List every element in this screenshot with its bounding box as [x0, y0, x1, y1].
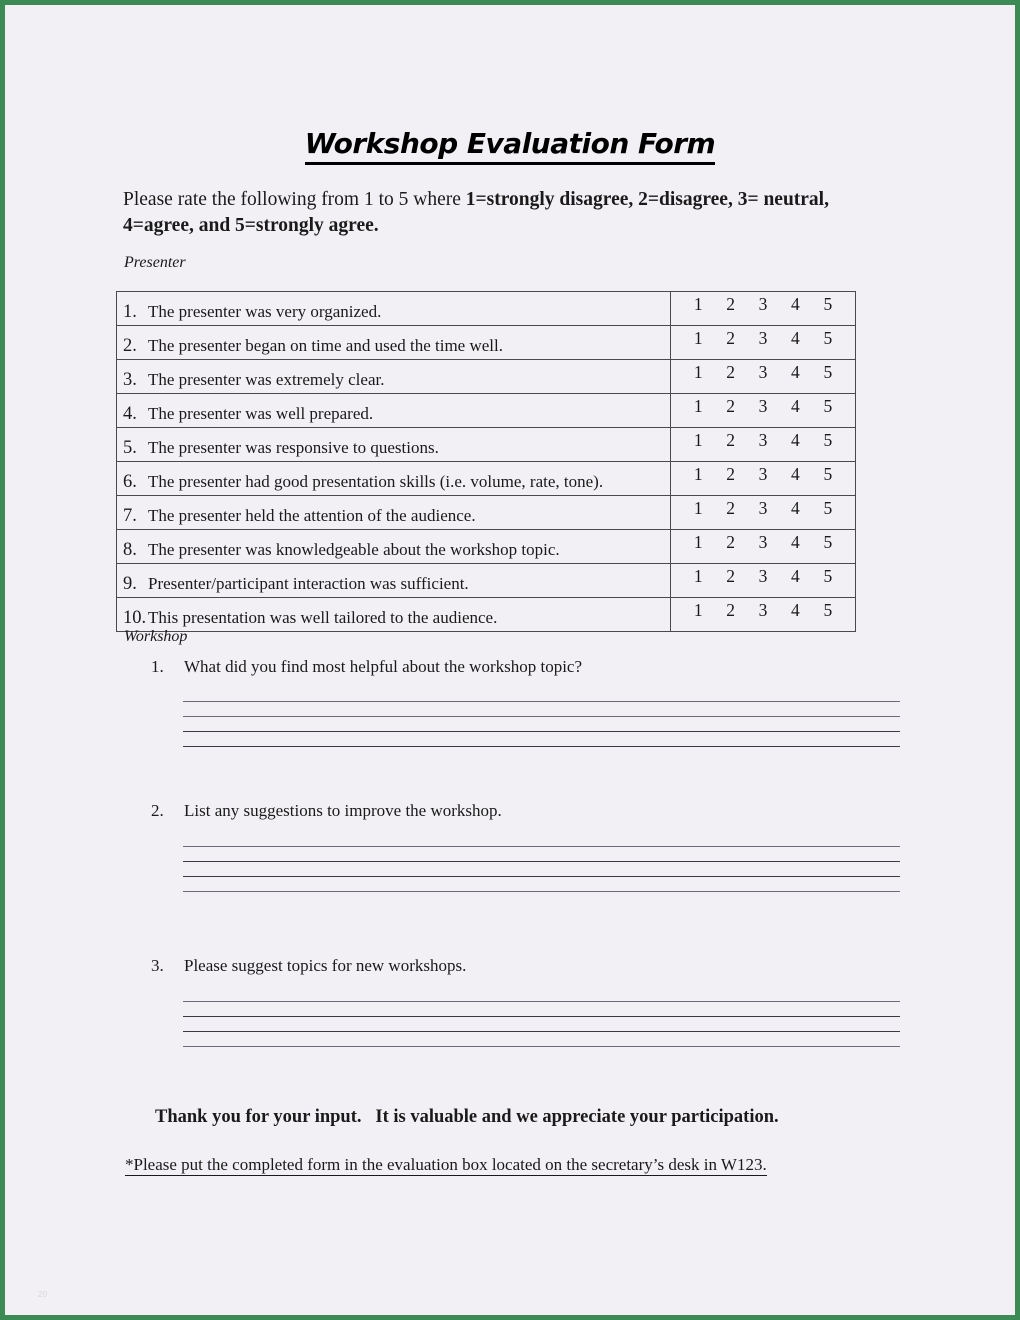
- rating-option-1[interactable]: 1: [693, 498, 703, 518]
- statement-text: The presenter held the attention of the audience.: [148, 506, 476, 525]
- rating-option-3[interactable]: 3: [758, 396, 768, 416]
- statement-text: The presenter was extremely clear.: [148, 370, 385, 389]
- answer-line[interactable]: [183, 862, 900, 877]
- statement-cell: [117, 326, 671, 360]
- section-heading-workshop: Workshop: [124, 628, 188, 645]
- rating-option-4[interactable]: 4: [791, 294, 800, 314]
- table-row: [117, 326, 856, 360]
- rating-option-5[interactable]: 5: [823, 532, 833, 552]
- statement-text: The presenter had good presentation skills (i.e. volume, rate, tone).: [148, 472, 604, 491]
- statement-number: 2.: [123, 336, 137, 356]
- statement-text: The presenter was responsive to questions.: [148, 438, 439, 457]
- rating-option-5[interactable]: 5: [823, 294, 833, 314]
- rating-option-4[interactable]: 4: [791, 328, 800, 348]
- rating-option-4[interactable]: 4: [791, 430, 800, 450]
- page-title-text: Workshop Evaluation Form: [305, 127, 715, 165]
- statement-cell: [117, 530, 671, 564]
- statement-cell: [117, 292, 671, 326]
- answer-line[interactable]: [183, 702, 900, 717]
- statement-cell: [117, 394, 671, 428]
- rating-option-2[interactable]: 2: [726, 294, 735, 314]
- rating-option-3[interactable]: 3: [758, 430, 768, 450]
- answer-line[interactable]: [183, 732, 900, 747]
- rating-scale-cell[interactable]: [671, 496, 856, 530]
- presenter-rating-table: [116, 291, 856, 632]
- rating-option-1[interactable]: 1: [693, 396, 703, 416]
- thank-you-message: Thank you for your input. It is valuable and we appreciate your participation.: [155, 1107, 779, 1127]
- rating-option-3[interactable]: 3: [758, 566, 768, 586]
- open-question-text: What did you find most helpful about the workshop topic?: [184, 657, 583, 676]
- statement-text: The presenter began on time and used the time well.: [148, 336, 503, 355]
- rating-option-3[interactable]: 3: [758, 328, 768, 348]
- answer-line[interactable]: [183, 687, 900, 702]
- statement-number: 4.: [123, 404, 137, 424]
- submission-note-text: *Please put the completed form in the evaluation box located on the secretary’s desk in W123.: [125, 1155, 767, 1174]
- rating-option-1[interactable]: 1: [693, 566, 703, 586]
- statement-text: The presenter was very organized.: [148, 302, 382, 321]
- submission-note: [125, 1155, 767, 1175]
- rating-option-3[interactable]: 3: [758, 464, 768, 484]
- rating-scale-cell[interactable]: [671, 428, 856, 462]
- rating-option-4[interactable]: 4: [791, 464, 800, 484]
- rating-option-1[interactable]: 1: [693, 362, 703, 382]
- rating-option-5[interactable]: 5: [823, 498, 833, 518]
- rating-instructions: [123, 187, 863, 239]
- rating-scale-cell[interactable]: [671, 462, 856, 496]
- instructions-normal-text: Please rate the following from 1 to 5 where: [123, 189, 466, 210]
- statement-number: 9.: [123, 574, 137, 594]
- table-row: [117, 462, 856, 496]
- statement-cell: [117, 598, 671, 632]
- rating-option-2[interactable]: 2: [726, 362, 735, 382]
- statement-number: 7.: [123, 506, 137, 526]
- answer-line[interactable]: [183, 1032, 900, 1047]
- rating-option-5[interactable]: 5: [823, 362, 833, 382]
- rating-option-5[interactable]: 5: [823, 464, 833, 484]
- rating-option-1[interactable]: 1: [693, 600, 703, 620]
- rating-option-3[interactable]: 3: [758, 498, 768, 518]
- rating-scale-cell[interactable]: [671, 530, 856, 564]
- page-corner-mark: 20: [38, 1290, 47, 1299]
- rating-option-4[interactable]: 4: [791, 566, 800, 586]
- statement-text: The presenter was knowledgeable about the workshop topic.: [148, 540, 560, 559]
- rating-option-1[interactable]: 1: [693, 294, 703, 314]
- table-row: [117, 564, 856, 598]
- rating-option-1[interactable]: 1: [693, 328, 703, 348]
- rating-option-2[interactable]: 2: [726, 328, 735, 348]
- statement-number: 3.: [123, 370, 137, 390]
- statement-cell: [117, 428, 671, 462]
- rating-scale-cell[interactable]: [671, 326, 856, 360]
- answer-line[interactable]: [183, 987, 900, 1002]
- statement-text: This presentation was well tailored to the audience.: [148, 608, 498, 627]
- answer-line[interactable]: [183, 847, 900, 862]
- rating-option-3[interactable]: 3: [758, 600, 768, 620]
- rating-option-4[interactable]: 4: [791, 532, 800, 552]
- rating-option-2[interactable]: 2: [726, 600, 735, 620]
- rating-scale-cell[interactable]: [671, 394, 856, 428]
- rating-option-2[interactable]: 2: [726, 464, 735, 484]
- table-row: [117, 394, 856, 428]
- answer-line[interactable]: [183, 717, 900, 732]
- statement-number: 1.: [123, 302, 137, 322]
- rating-scale-cell[interactable]: [671, 292, 856, 326]
- rating-option-5[interactable]: 5: [823, 396, 833, 416]
- statement-cell: [117, 462, 671, 496]
- rating-option-5[interactable]: 5: [823, 430, 833, 450]
- rating-option-3[interactable]: 3: [758, 294, 768, 314]
- presenter-rating-table-body: [117, 292, 856, 632]
- rating-scale-cell[interactable]: [671, 564, 856, 598]
- table-row: [117, 496, 856, 530]
- table-row: [117, 530, 856, 564]
- rating-option-5[interactable]: 5: [823, 566, 833, 586]
- rating-option-4[interactable]: 4: [791, 362, 800, 382]
- statement-number: 6.: [123, 472, 137, 492]
- open-question-number: 1.: [151, 657, 164, 676]
- rating-option-5[interactable]: 5: [823, 600, 833, 620]
- open-question-1: [151, 657, 582, 677]
- statement-text: The presenter was well prepared.: [148, 404, 374, 423]
- answer-line[interactable]: [183, 832, 900, 847]
- answer-lines-2[interactable]: [183, 832, 900, 892]
- open-question-number: 2.: [151, 801, 164, 820]
- statement-number: 10.: [123, 608, 147, 628]
- rating-option-4[interactable]: 4: [791, 600, 800, 620]
- answer-line[interactable]: [183, 1002, 900, 1017]
- answer-line[interactable]: [183, 877, 900, 892]
- statement-text: Presenter/participant interaction was sufficient.: [148, 574, 469, 593]
- rating-option-2[interactable]: 2: [726, 396, 735, 416]
- statement-cell: [117, 496, 671, 530]
- rating-option-3[interactable]: 3: [758, 362, 768, 382]
- open-question-text: Please suggest topics for new workshops.: [184, 956, 467, 975]
- statement-number: 5.: [123, 438, 137, 458]
- rating-option-2[interactable]: 2: [726, 566, 735, 586]
- rating-option-4[interactable]: 4: [791, 396, 800, 416]
- open-question-3: [151, 956, 466, 976]
- answer-lines-3[interactable]: [183, 987, 900, 1047]
- rating-option-1[interactable]: 1: [693, 532, 703, 552]
- rating-option-5[interactable]: 5: [823, 328, 833, 348]
- rating-option-1[interactable]: 1: [693, 464, 703, 484]
- table-row: [117, 360, 856, 394]
- rating-option-2[interactable]: 2: [726, 532, 735, 552]
- statement-number: 8.: [123, 540, 137, 560]
- rating-option-2[interactable]: 2: [726, 430, 735, 450]
- open-question-number: 3.: [151, 956, 164, 975]
- section-heading-presenter: Presenter: [124, 254, 186, 271]
- instructions-bold-text: 1=strongly disagree, 2=disagree, 3= neutral, 4=agree, and 5=strongly agree.: [123, 189, 829, 236]
- statement-cell: [117, 564, 671, 598]
- open-question-2: [151, 801, 502, 821]
- answer-lines-1[interactable]: [183, 687, 900, 747]
- rating-option-3[interactable]: 3: [758, 532, 768, 552]
- table-row: [117, 292, 856, 326]
- open-question-text: List any suggestions to improve the workshop.: [184, 801, 502, 820]
- statement-cell: [117, 360, 671, 394]
- page-title: [5, 127, 1015, 165]
- table-row: [117, 428, 856, 462]
- answer-line[interactable]: [183, 1017, 900, 1032]
- rating-option-1[interactable]: 1: [693, 430, 703, 450]
- rating-scale-cell[interactable]: [671, 360, 856, 394]
- evaluation-form-page: [5, 5, 1015, 1315]
- rating-scale-cell[interactable]: [671, 598, 856, 632]
- table-row: [117, 598, 856, 632]
- rating-option-4[interactable]: 4: [791, 498, 800, 518]
- rating-option-2[interactable]: 2: [726, 498, 735, 518]
